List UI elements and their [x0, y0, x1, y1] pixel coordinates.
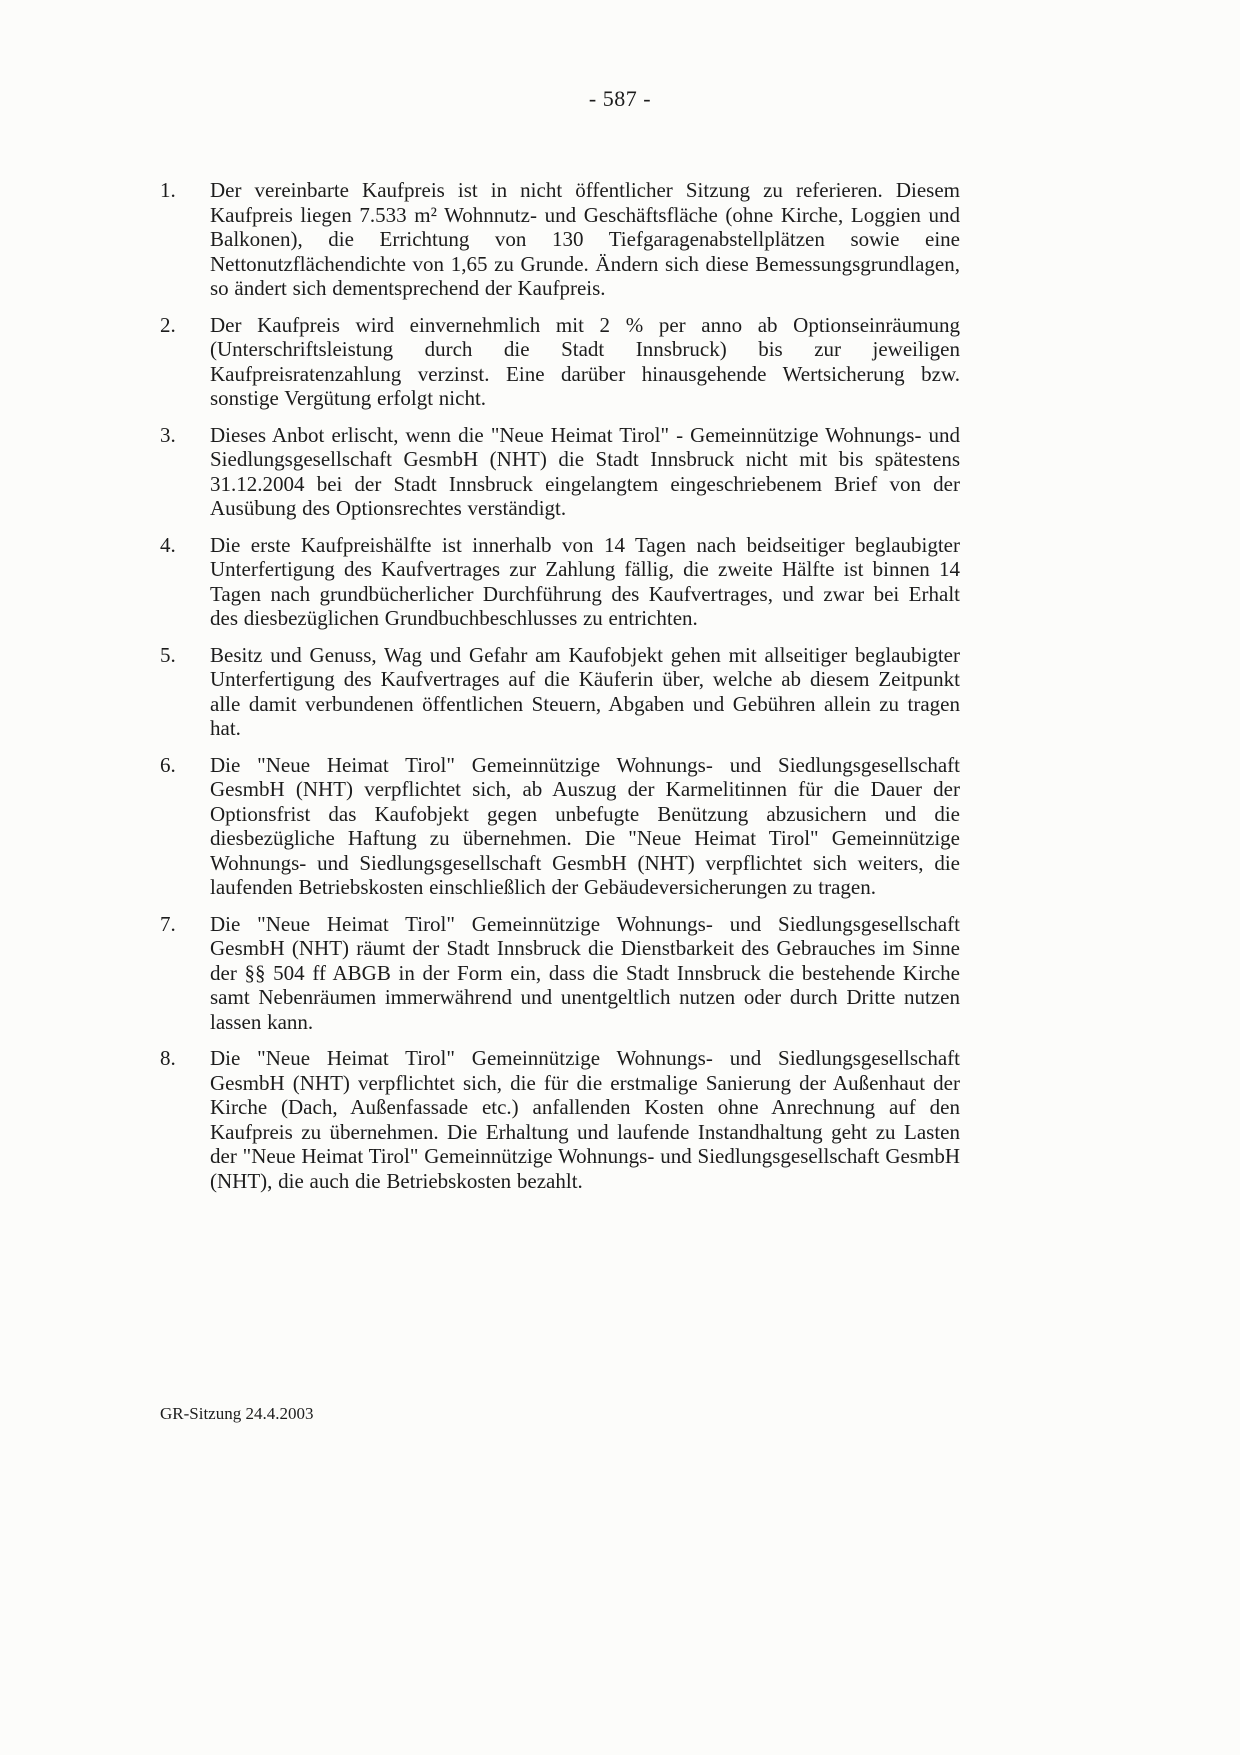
item-text: Der vereinbarte Kaufpreis ist in nicht öffentlicher Sitzung zu referieren. Diesem Kaufpreis liegen 7.533 m² Wohnnutz- und Geschäftsfläche (ohne Kirche, Loggien und Balkonen), die Errichtung von 130 Tiefgaragenabstellplätzen sowie eine Nettonutzflächendichte von 1,65 zu Grunde. Ändern sich diese Bemessungsgrundlagen, so ändert sich dementsprechend der Kaufpreis. [210, 178, 960, 300]
item-text: Die "Neue Heimat Tirol" Gemeinnützige Wohnungs- und Siedlungsgesellschaft GesmbH (NHT) räumt der Stadt Innsbruck die Dienstbarkeit des Gebrauches im Sinne der §§ 504 ff ABGB in der Form ein, dass die Stadt Innsbruck die bestehende Kirche samt Nebenräumen immerwährend und unentgeltlich nutzen oder durch Dritte nutzen lassen kann. [210, 911, 960, 1034]
item-text: Der Kaufpreis wird einvernehmlich mit 2 % per anno ab Optionseinräumung (Unterschriftsleistung durch die Stadt Innsbruck) bis zur jeweiligen Kaufpreisratenzahlung verzinst. Eine darüber hinausgehende Wertsicherung bzw. sonstige Vergütung erfolgt nicht. [210, 312, 960, 410]
list-item [160, 178, 960, 301]
item-number: 2. [160, 312, 176, 337]
list-item [160, 753, 960, 900]
page-number: - 587 - [588, 86, 652, 111]
item-number: 4. [160, 532, 176, 557]
list-item [160, 313, 960, 411]
list-item [160, 912, 960, 1035]
list-item [160, 643, 960, 741]
list-item [160, 533, 960, 631]
item-number: 6. [160, 752, 176, 777]
item-text: Die "Neue Heimat Tirol" Gemeinnützige Wohnungs- und Siedlungsgesellschaft GesmbH (NHT) verpflichtet sich, die für die erstmalige Sanierung der Außenhaut der Kirche (Dach, Außenfassade etc.) anfallenden Kosten ohne Anrechnung auf den Kaufpreis zu übernehmen. Die Erhaltung und laufende Instandhaltung geht zu Lasten der "Neue Heimat Tirol" Gemeinnützige Wohnungs- und Siedlungsgesellschaft GesmbH (NHT), die auch die Betriebskosten bezahlt. [210, 1046, 960, 1193]
item-number: 1. [160, 178, 176, 202]
numbered-list [160, 178, 960, 1205]
item-number: 8. [160, 1046, 176, 1070]
item-text: Besitz und Genuss, Wag und Gefahr am Kaufobjekt gehen mit allseitiger beglaubigter Unterfertigung des Kaufvertrages auf die Käuferin über, welche ab diesem Zeitpunkt alle damit verbundenen öffentlichen Steuern, Abgaben und Gebühren allein zu tragen hat. [210, 642, 960, 740]
footer-note: GR-Sitzung 24.4.2003 [160, 1404, 314, 1423]
item-text: Die "Neue Heimat Tirol" Gemeinnützige Wohnungs- und Siedlungsgesellschaft GesmbH (NHT) verpflichtet sich, ab Auszug der Karmelitinnen für die Dauer der Optionsfrist das Kaufobjekt gegen unbefugte Benützung abzusichern und die diesbezügliche Haftung zu übernehmen. Die "Neue Heimat Tirol" Gemeinnützige Wohnungs- und Siedlungsgesellschaft GesmbH (NHT) verpflichtet sich weiters, die laufenden Betriebskosten einschließlich der Gebäudeversicherungen zu tragen. [210, 752, 960, 899]
list-item [160, 423, 960, 521]
item-number: 5. [160, 642, 176, 667]
item-number: 3. [160, 422, 176, 447]
item-text: Dieses Anbot erlischt, wenn die "Neue Heimat Tirol" - Gemeinnützige Wohnungs- und Siedlungsgesellschaft GesmbH (NHT) die Stadt Innsbruck nicht mit bis spätestens 31.12.2004 bei der Stadt Innsbruck eingelangtem eingeschriebenem Brief von der Ausübung des Optionsrechtes verständigt. [210, 422, 960, 520]
list-item [160, 1046, 960, 1193]
item-number: 7. [160, 911, 176, 936]
item-text: Die erste Kaufpreishälfte ist innerhalb von 14 Tagen nach beidseitiger beglaubigter Unterfertigung des Kaufvertrages zur Zahlung fällig, die zweite Hälfte ist binnen 14 Tagen nach grundbücherlicher Durchführung des Kaufvertrages, und zwar bei Erhalt des diesbezüglichen Grundbuchbeschlusses zu entrichten. [210, 532, 960, 630]
